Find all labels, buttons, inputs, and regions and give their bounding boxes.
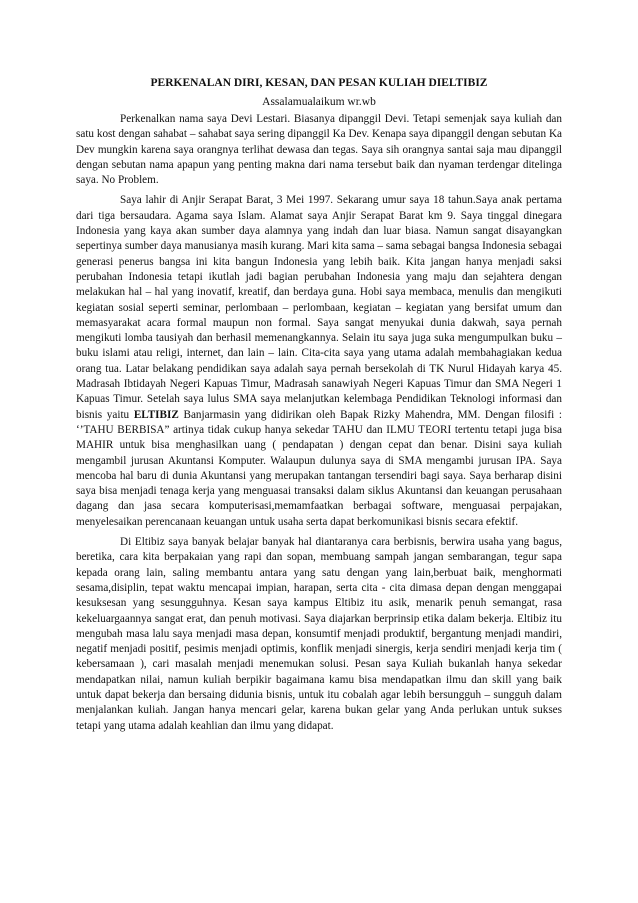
paragraph-impressions: Di Eltibiz saya banyak belajar banyak hal diantaranya cara berbisnis, berwira usaha yang bagus, beretika, cara kita berpakaian yang rapi dan sopan, membuang sampah jangan sembarangan, tegur sapa kepada orang lain, saling membantu antara yang satu dengan yang lain,berbuat baik, menghormati sesama,disiplin, tepat waktu mencapai impian, harapan, serta cita - cita dimasa depan dengan menggapai kesuksesan yang sesungguhnya. Kesan saya kampus Eltibiz itu asik, menarik penuh semangat, rasa kekeluargaannya sangat erat, dan penuh motivasi. Saya diajarkan berprinsip etika dalam bekerja. Eltibiz itu mengubah masa lalu saya menjadi masa depan, konsumtif menjadi produktif, bergantung menjadi mandiri, negatif menjadi positif, pesimis menjadi optimis, konflik menjadi sinergis, kerja sendiri menjadi kerja tim ( kebersamaan ), cari masalah menjadi menemukan solusi. Pesan saya Kuliah bukanlah hanya sekedar mendapatkan nilai, namun kuliah berpikir bagaimana kamu bisa mendapatkan ilmu dan skill yang baik untuk dapat bekerja dan bersaing didunia bisnis, untuk itu cobalah agar lebih bersungguh – sungguh dalam menjalankan kuliah. Jangan hanya mencari gelar, karena bukan gelar yang Anda perlukan untuk sukses tetapi yang utama adalah keahlian dan ilmu yang didapat. — [76, 536, 562, 732]
greeting: Assalamualaikum wr.wb — [262, 96, 376, 108]
paragraph-biography — [76, 193, 562, 530]
paragraph-biography-text-before: Saya lahir di Anjir Serapat Barat, 3 Mei 1997. Sekarang umur saya 18 tahun.Saya anak pertama dari tiga bersaudara. Agama saya Islam. Alamat saya Anjir Serapat Barat km 9. Saya tinggal dinegara Indonesia yang kaya akan sumber daya alamnya yang indah dan luar biasa. Namun sangat disayangkan sepertinya sumber daya manusianya masih kurang. Mari kita sama – sama sebagai bangsa Indonesia sebagai generasi penerus bangsa ini kita bangun Indonesia yang lebih baik. Kita jangan hanya menjadi saksi perubahan Indonesia tetapi ikutlah jadi bagian perubahan Indonesia yang maju dan sejahtera dengan melakukan hal – hal yang inovatif, kreatif, dan berdaya guna. Hobi saya membaca, menulis dan mengikuti kegiatan sosial seperti seminar, perlombaan – perlombaan, kegiatan – kegiatan yang bersifat umum dan memasyarakat acara formal maupun non formal. Saya sangat menyukai dunia dakwah, saya pernah mengikuti lomba tausiyah dan berhasil memenangkannya. Selain itu saya juga suka mengumpulkan buku – buku islami atau religi, internet, dan lain – lain. Cita-cita saya yang utama adalah membahagiakan kedua orang tua. Latar belakang pendidikan saya adalah saya pernah bersekolah di TK Nurul Hidayah karya 45. Madrasah Ibtidayah Negeri Kapuas Timur, Madrasah sanawiyah Negeri Kapuas Timur dan SMA Negeri 1 Kapuas Timur. Setelah saya lulus SMA saya melanjutkan kelembaga Pendidikan Teknologi informasi dan bisnis yaitu — [76, 194, 562, 421]
paragraph-biography-text-after: Banjarmasin yang didirikan oleh Bapak Rizky Mahendra, MM. Dengan filosifi : ‘’TAHU BERBISA” artinya tidak cukup hanya sekedar TAHU dan ILMU TEORI tertentu tetapi juga bisa MAHIR untuk bisa menghasilkan uang ( pendapatan ) dengan cepat dan benar. Disini saya kuliah mengambil jurusan Akuntansi Komputer. Walaupun dulunya saya di SMA mengambi jurusan IPA. Saya mencoba hal baru di dunia Akuntansi yang merupakan tantangan tersendiri bagi saya. Saya berharap disini saya bisa menjadi tenaga kerja yang menguasai transaksi dalam siklus Akuntansi dan keuangan perusahaan dagang dan jasa secara komputerisasi,memamfaatkan berbagai software, menguasai perpajakan, menyelesaikan perencanaan keuangan untuk usaha serta dapat berkomunikasi bisnis secara efektif. — [76, 408, 562, 528]
paragraph-introduction: Perkenalkan nama saya Devi Lestari. Biasanya dipanggil Devi. Tetapi semenjak saya kuliah dan satu kost dengan sahabat – sahabat saya sering dipanggil Ka Dev. Kenapa saya dipanggil dengan sebutan Ka Dev mungkin karena saya orangnya terlihat dewasa dan tegas. Saya sih orangnya santai saja mau dipanggil dengan sebutan nama apapun yang penting makna dari nama tersebut baik dan nyaman terdengar ditelinga saya. No Problem. — [76, 113, 562, 187]
document-title: PERKENALAN DIRI, KESAN, DAN PESAN KULIAH DIELTIBIZ — [150, 77, 488, 89]
eltibiz-emphasis: ELTIBIZ — [133, 408, 179, 421]
